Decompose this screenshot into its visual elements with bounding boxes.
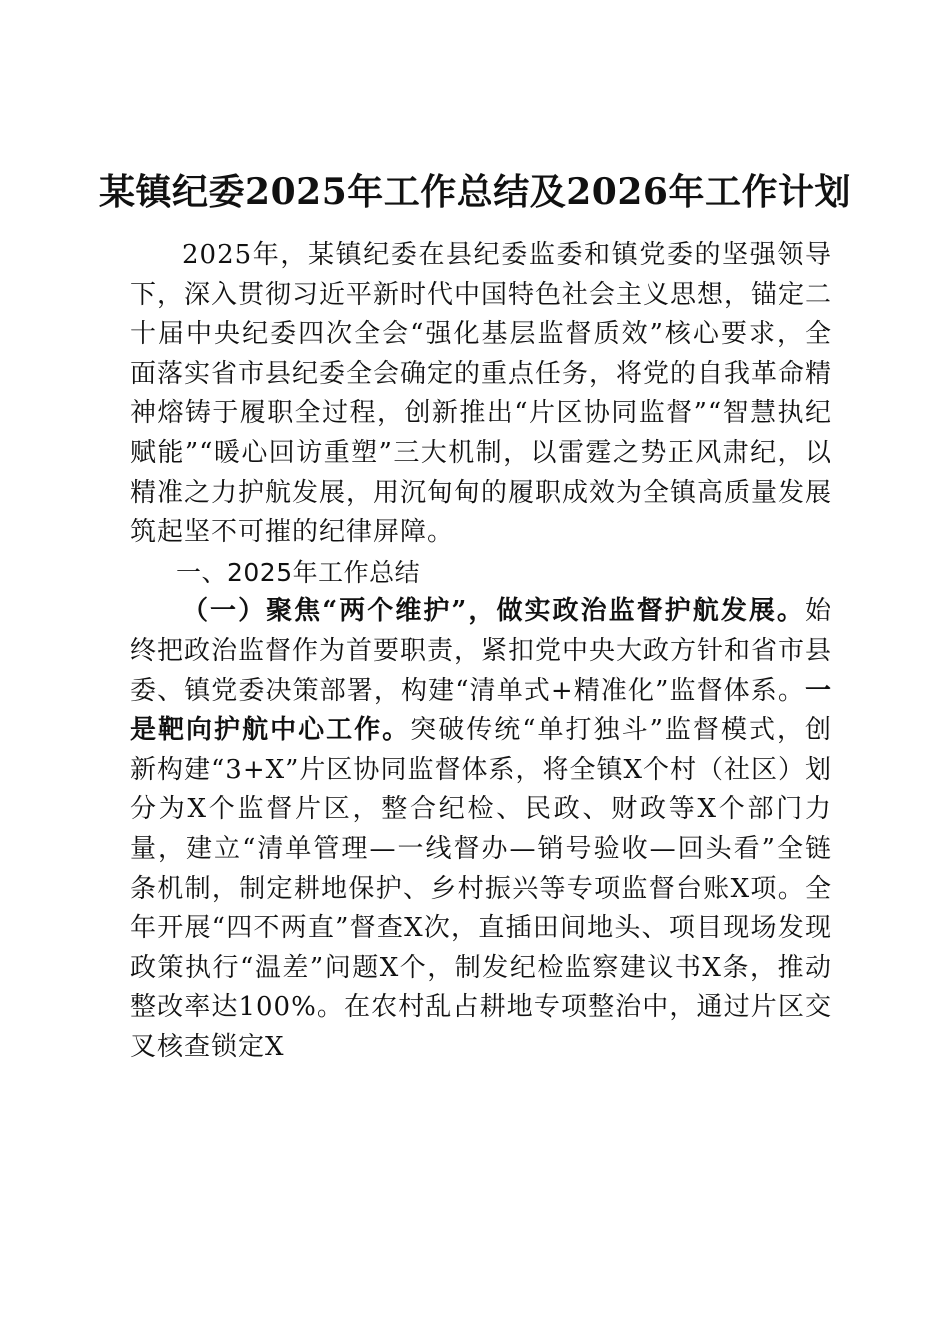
- point-one-heading: 一是靶向护航中心工作。: [130, 675, 832, 746]
- section-heading: 一、2025年工作总结: [176, 557, 421, 587]
- subsection-lead: （一）聚焦“两个维护”，做实政治监督护航发展。: [182, 596, 805, 627]
- intro-paragraph: 2025年，某镇纪委在县纪委监委和镇党委的坚强领导下，深入贯彻习近平新时代中国特色社会主义思想，锚定二十届中央纪委四次全会“强化基层监督质效”核心要求，全面落实省市县纪委全会确定的重点任务，将党的自我革命精神熔铸于履职全过程，创新推出“片区协同监督”“智慧执纪赋能”“暖心回访重塑”三大机制，以雷霆之势正风肃纪，以精准之力护航发展，用沉甸甸的履职成效为全镇高质量发展筑起坚不可摧的纪律屏障。: [130, 240, 833, 548]
- document-title: 某镇纪委2025年工作总结及2026年工作计划: [99, 171, 851, 213]
- subsection-text-2: 突破传统“单打独斗”监督模式，创新构建“3+X”片区协同监督体系，将全镇X个村（社区）划分为X个监督片区，整合纪检、民政、财政等X个部门力量，建立“清单管理—一线督办—销号验收—回头看”全链条机制，制定耕地保护、乡村振兴等专项监督台账X项。全年开展“四不两直”督查X次，直插田间地头、项目现场发现政策执行“温差”问题X个，制发纪检监察建议书X条，推动整改率达100%。在农村乱占耕地专项整治中，通过片区交叉核查锁定X: [130, 715, 832, 1062]
- subsection-paragraph: [130, 592, 832, 1067]
- document-body: [130, 236, 832, 1067]
- subsection-text-1: 始终把政治监督作为首要职责，紧扣党中央大政方针和省市县委、镇党委决策部署，构建“清单式+精准化”监督体系。: [130, 596, 833, 706]
